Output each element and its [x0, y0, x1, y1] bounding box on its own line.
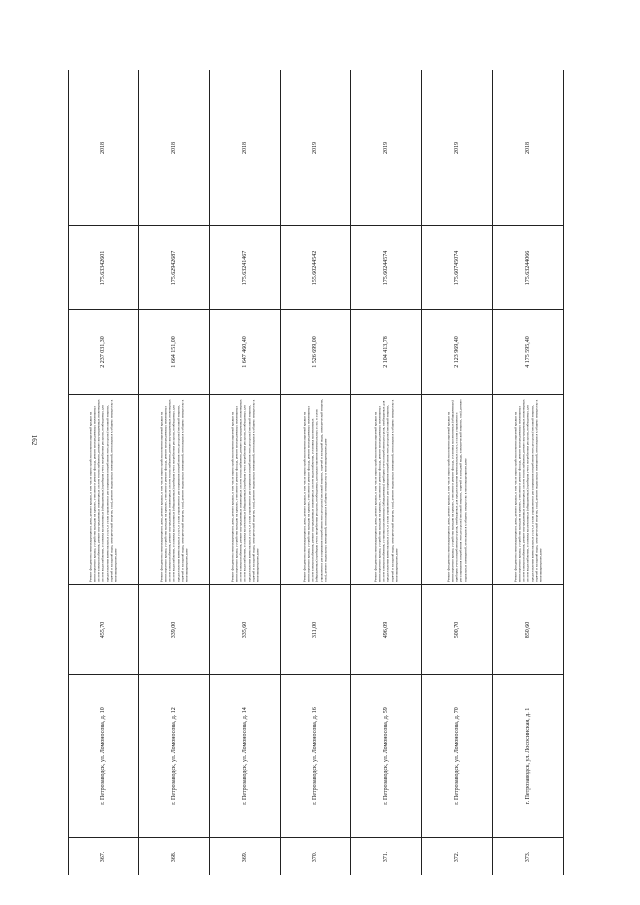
year-text: 2018 — [100, 141, 107, 154]
cell-description — [139, 394, 209, 584]
cell-year — [281, 70, 351, 225]
cell-num — [493, 837, 563, 875]
cost-text: 4 175 595,40 — [525, 336, 532, 368]
year-text: 2019 — [312, 141, 319, 154]
area-text: 311,00 — [312, 621, 319, 638]
address-text: г. Петрозаводск, ул. Ломоносова, д. 12 — [170, 707, 177, 805]
area-text: 339,00 — [170, 621, 177, 638]
cell-num — [210, 837, 280, 875]
cell-year — [139, 70, 209, 225]
num-text: 371. — [383, 851, 390, 862]
description-text: Ремонт фундамента многоквартирного дома, ремонт крыши, в том числе переустройство невентилируемой крыши на вентилируемую крышу, устройство выходов на кровлю, утепление и ремонт фасада, ремонт внутридомовых инженерных систем электроснабжения, ремонт внутридомовых инженерных систем водоснабжения, установка коллективных (общедомовых) приборов учета потребления ресурсов, необходимых для предоставления коммунальных услуг, и узлов управления и регулирования потребления этих ресурсов (тепловой энергии, горячей и холодной воды, электрической энергии, газа), ремонт подвальных помещений, относящихся к общему имуществу в многоквартирном доме — [303, 398, 328, 582]
address-text: г. Петрозаводск, ул. Ломоносова, д. 10 — [100, 707, 107, 805]
description-text: Ремонт фундамента многоквартирного дома, ремонт крыши, в том числе переустройство невентилируемой крыши на вентилируемую крышу, устройство выходов на кровлю, утепление и ремонт фасада, ремонт внутридомовых инженерных систем электроснабжения, ремонт внутридомовых инженерных систем теплоснабжения, ремонт внутридомовых инженерных систем водоснабжения, установка коллективных (общедомовых) приборов учета потребления ресурсов, необходимых для предоставления коммунальных услуг, и узлов управления и регулирования потребления этих ресурсов (тепловой энергии, горячей и холодной воды, электрической энергии, газа), ремонт подвальных помещений, относящихся к общему имуществу в многоквартирном доме — [159, 398, 189, 582]
code-text: 175.62942687 — [170, 250, 177, 285]
address-text: г. Петрозаводск, ул. Ломоносова, д. 70 — [454, 707, 461, 805]
cell-cost — [281, 309, 351, 394]
cell-cost — [422, 309, 492, 394]
year-text: 2018 — [241, 141, 248, 154]
table-row — [210, 70, 281, 875]
cell-cost — [69, 309, 138, 394]
cost-text: 1 647 460,40 — [241, 336, 248, 368]
num-text: 372. — [454, 851, 461, 862]
cell-address — [210, 674, 280, 837]
cell-description — [210, 394, 280, 584]
cell-area — [281, 584, 351, 674]
table-row — [281, 70, 352, 875]
cell-area — [210, 584, 280, 674]
description-text: Ремонт фундамента многоквартирного дома, ремонт крыши, в том числе переустройство невентилируемой крыши на вентилируемую крышу, устройство выходов на кровлю, утепление и ремонт фасада, установка коллективных (общедомовых) приборов учета потребления ресурсов, необходимых для предоставления коммунальных услуг, и узлов управления и регулирования потребления этих ресурсов (тепловой энергии, горячей и холодной воды, электрической энергии, газа), ремонт подвальных помещений, относящихся к общему имуществу в многоквартирном доме — [446, 398, 468, 582]
cell-num — [139, 837, 209, 875]
cell-code — [139, 225, 209, 309]
page-number-text: 162 — [30, 434, 38, 446]
cell-address — [139, 674, 209, 837]
cell-area — [69, 584, 138, 674]
num-text: 369. — [241, 851, 248, 862]
table-row — [422, 70, 493, 875]
code-text: 175.63241467 — [241, 250, 248, 285]
cell-description — [422, 394, 492, 584]
page-number — [14, 430, 54, 450]
num-text: 367. — [100, 851, 107, 862]
area-text: 500,70 — [454, 621, 461, 638]
cell-num — [69, 837, 138, 875]
description-text: Ремонт фундамента многоквартирного дома, ремонт крыши, в том числе переустройство невентилируемой крыши на вентилируемую крышу, устройство выходов на кровлю, утепление и ремонт фасада, ремонт внутридомовых инженерных систем электроснабжения, установка коллективных (общедомовых) приборов учета потребления ресурсов, необходимых для предоставления коммунальных услуг, и узлов управления и регулирования потребления этих ресурсов (тепловой энергии, горячей и холодной воды, электрической энергии, газа), ремонт подвальных помещений, относящихся к общему имуществу в многоквартирном доме — [373, 399, 399, 582]
cell-description — [493, 394, 563, 584]
area-text: 335,60 — [241, 621, 248, 638]
cell-area — [422, 584, 492, 674]
area-text: 496,09 — [383, 621, 390, 638]
address-text: г. Петрозаводск, ул. Ломоносова, д. 16 — [312, 707, 319, 805]
description-text: Ремонт фундамента многоквартирного дома, ремонт крыши, в том числе переустройство невентилируемой крыши на вентилируемую крышу, устройство выходов на кровлю, утепление и ремонт фасада, ремонт внутридомовых инженерных систем электроснабжения, ремонт внутридомовых инженерных систем теплоснабжения, ремонт внутридомовых инженерных систем водоснабжения, установка коллективных (общедомовых) приборов учета потребления ресурсов, необходимых для предоставления коммунальных услуг, и узлов управления и регулирования потребления этих ресурсов (тепловой энергии, горячей и холодной воды, электрической энергии, газа), ремонт подвальных помещений, относящихся к общему имуществу в многоквартирном доме — [513, 398, 543, 582]
cell-year — [69, 70, 138, 225]
cell-code — [69, 225, 138, 309]
address-text: г. Петрозаводск, ул. Лососинская, д. 1 — [525, 707, 532, 805]
num-text: 373. — [525, 851, 532, 862]
cell-cost — [493, 309, 563, 394]
cell-address — [69, 674, 138, 837]
cell-year — [210, 70, 280, 225]
year-text: 2018 — [525, 141, 532, 154]
description-text: Ремонт фундамента многоквартирного дома, ремонт крыши, в том числе переустройство невентилируемой крыши на вентилируемую крышу, устройство выходов на кровлю, утепление и ремонт фасада, ремонт внутридомовых инженерных систем электроснабжения, ремонт внутридомовых инженерных систем теплоснабжения, ремонт внутридомовых инженерных систем водоснабжения, установка коллективных (общедомовых) приборов учета потребления ресурсов, необходимых для предоставления коммунальных услуг, и узлов управления и регулирования потребления этих ресурсов (тепловой энергии, горячей и холодной воды, электрической энергии, газа), ремонт подвальных помещений, относящихся к общему имуществу в многоквартирном доме — [88, 398, 118, 582]
cell-area — [351, 584, 421, 674]
document-table — [68, 70, 564, 875]
cell-code — [210, 225, 280, 309]
num-text: 370. — [312, 851, 319, 862]
cell-cost — [139, 309, 209, 394]
code-text: 175.63244066 — [525, 250, 532, 285]
table-row — [139, 70, 210, 875]
cost-text: 2 237 031,30 — [100, 336, 107, 368]
cost-text: 2 104 413,78 — [383, 336, 390, 368]
cell-num — [281, 837, 351, 875]
cell-year — [422, 70, 492, 225]
cell-cost — [351, 309, 421, 394]
cost-text: 2 123 969,40 — [454, 336, 461, 368]
code-text: 175.63342601 — [100, 250, 107, 285]
table-row — [351, 70, 422, 875]
cell-code — [493, 225, 563, 309]
cell-num — [351, 837, 421, 875]
cell-address — [422, 674, 492, 837]
description-text: Ремонт фундамента многоквартирного дома, ремонт крыши, в том числе переустройство невентилируемой крыши на вентилируемую крышу, устройство выходов на кровлю, утепление и ремонт фасада, ремонт внутридомовых инженерных систем электроснабжения, ремонт внутридомовых инженерных систем теплоснабжения, ремонт внутридомовых инженерных систем водоснабжения, установка коллективных (общедомовых) приборов учета потребления ресурсов, необходимых для предоставления коммунальных услуг, и узлов управления и регулирования потребления этих ресурсов (тепловой энергии, горячей и холодной воды, электрической энергии, газа), ремонт подвальных помещений, относящихся к общему имуществу в многоквартирном доме — [230, 398, 259, 582]
table-row — [493, 70, 564, 875]
code-text: 175.60244574 — [383, 250, 390, 285]
cell-area — [139, 584, 209, 674]
cell-description — [69, 394, 138, 584]
cell-area — [493, 584, 563, 674]
cell-description — [281, 394, 351, 584]
area-text: 455,70 — [100, 621, 107, 638]
cell-address — [281, 674, 351, 837]
code-text: 175.60745074 — [454, 250, 461, 285]
cell-year — [493, 70, 563, 225]
cost-text: 1 664 151,00 — [170, 336, 177, 368]
year-text: 2019 — [383, 141, 390, 154]
cell-num — [422, 837, 492, 875]
cell-code — [351, 225, 421, 309]
cell-address — [351, 674, 421, 837]
year-text: 2018 — [170, 141, 177, 154]
num-text: 368. — [170, 851, 177, 862]
cost-text: 1 526 699,00 — [312, 336, 319, 368]
cell-description — [351, 394, 421, 584]
address-text: г. Петрозаводск, ул. Ломоносова, д. 14 — [241, 707, 248, 805]
cell-code — [422, 225, 492, 309]
year-text: 2019 — [454, 141, 461, 154]
address-text: г. Петрозаводск, ул. Ломоносова, д. 59 — [383, 707, 390, 805]
cell-code — [281, 225, 351, 309]
cell-address — [493, 674, 563, 837]
code-text: 155.60244542 — [312, 250, 319, 285]
area-text: 850,60 — [525, 621, 532, 638]
cell-cost — [210, 309, 280, 394]
cell-year — [351, 70, 421, 225]
table-row — [68, 70, 139, 875]
